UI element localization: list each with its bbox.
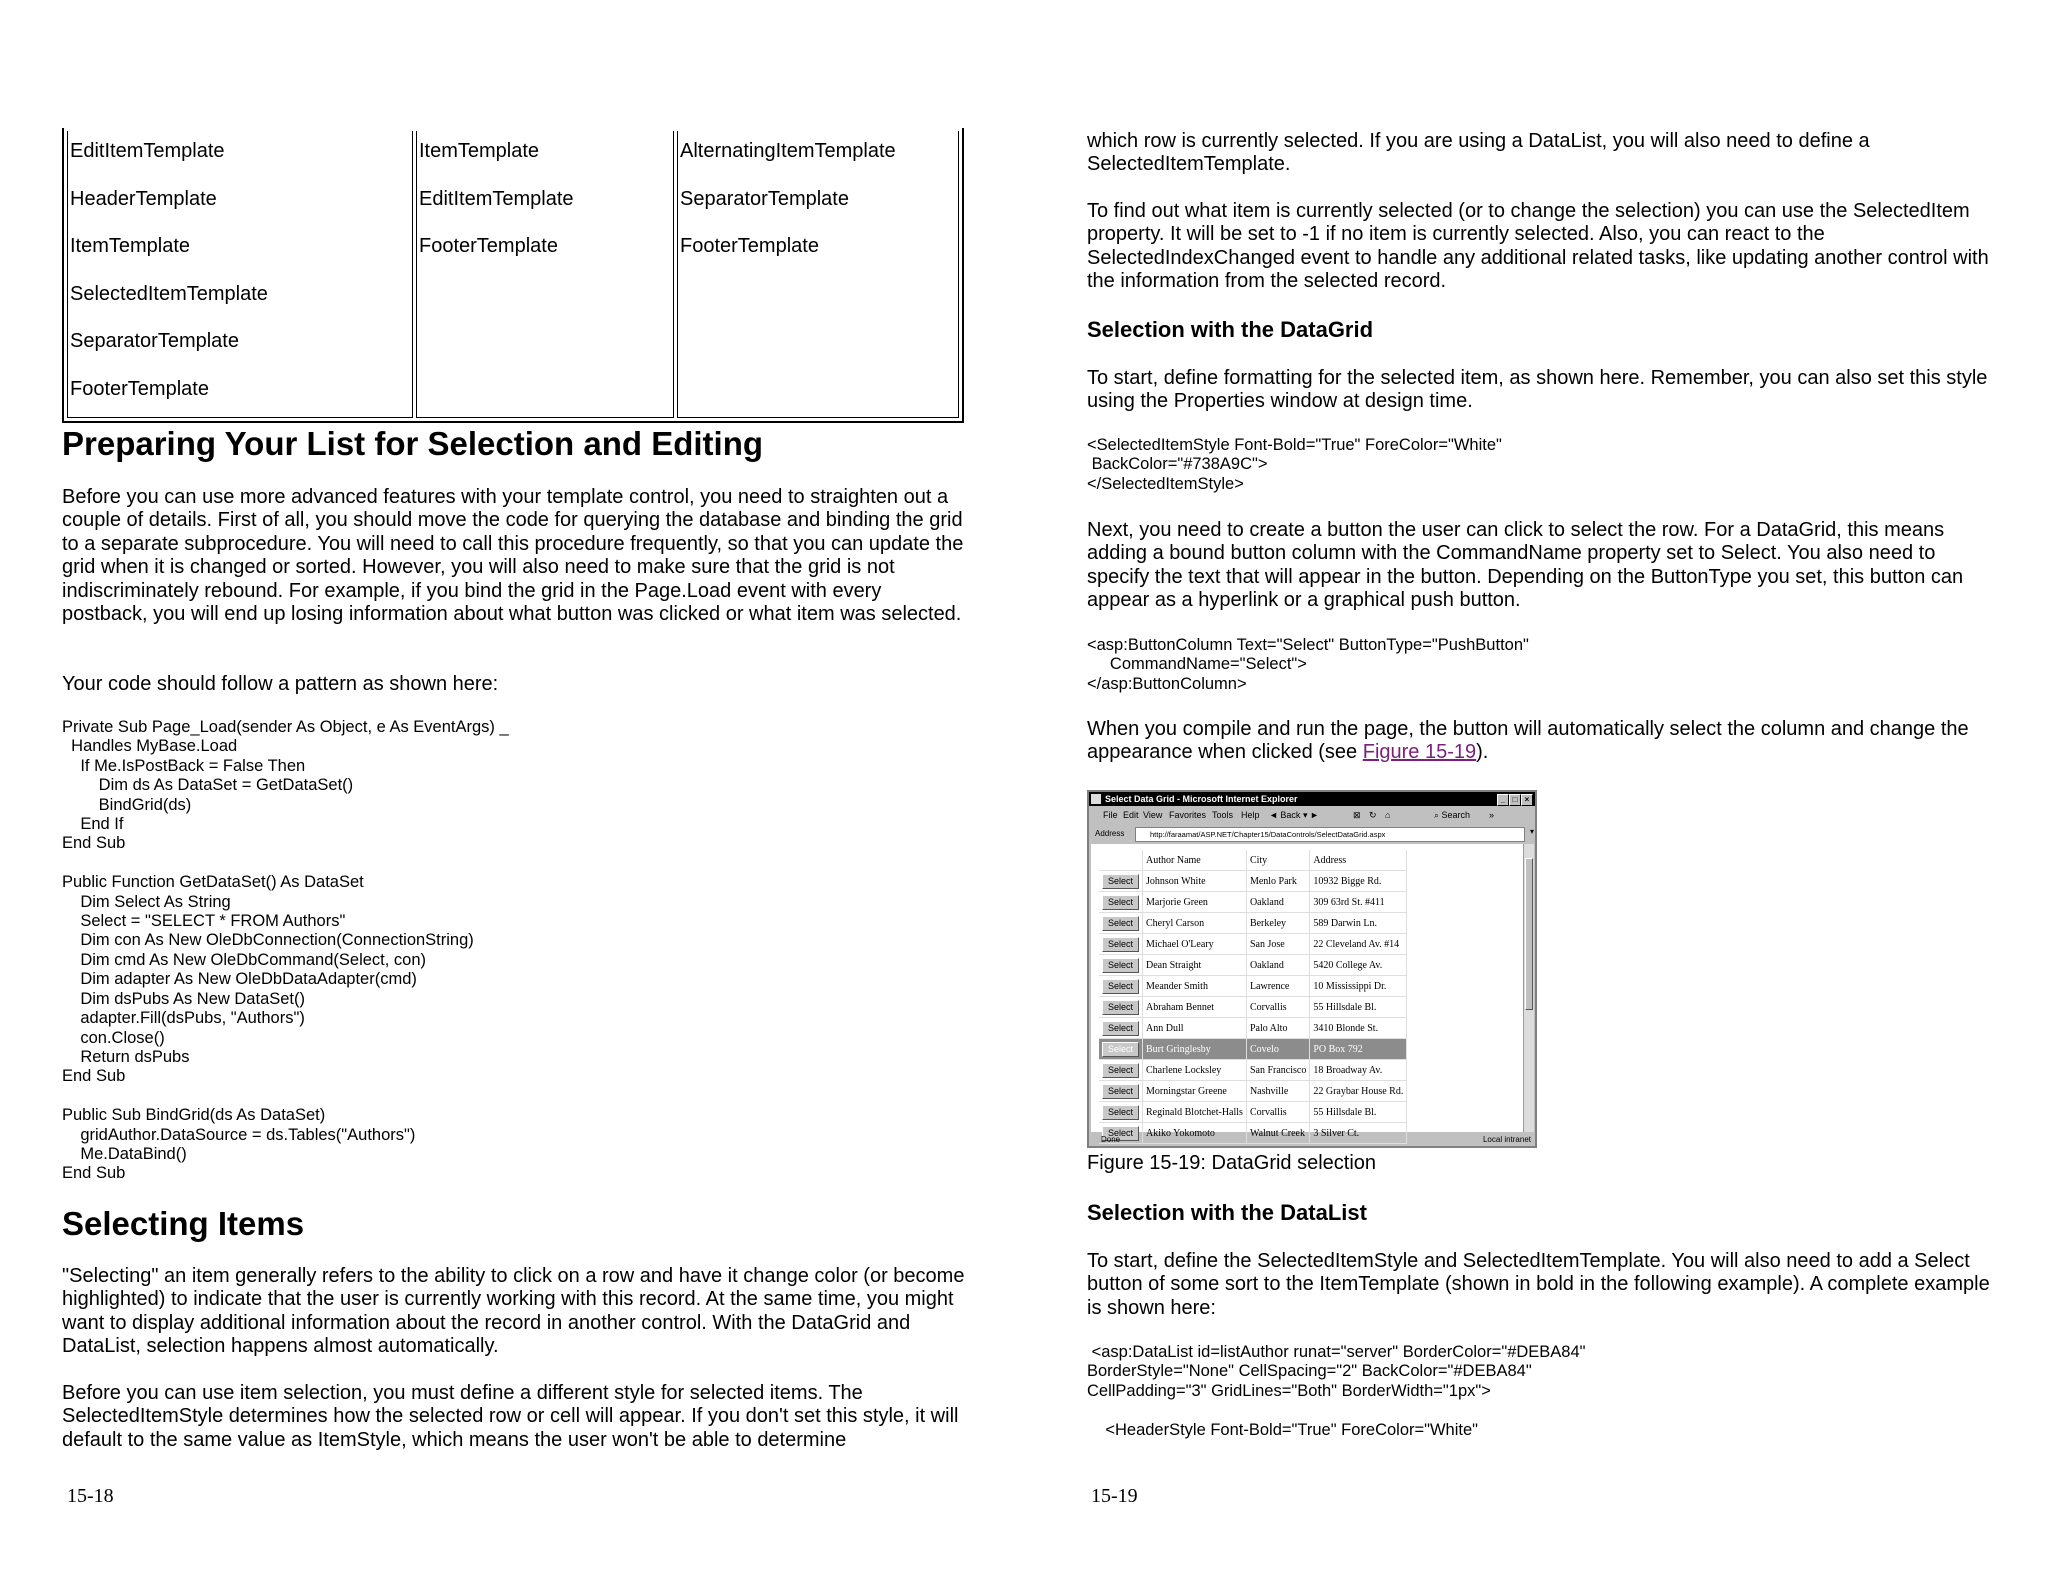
- table-row[interactable]: [1099, 1102, 1407, 1123]
- code-block-pattern: Private Sub Page_Load(sender As Object, e As EventArgs) _ Handles MyBase.Load If Me.IsPostBack = False Then Dim ds As DataSet = GetDataSet() BindGrid(ds) End If End Sub Public Function GetDataSet() As DataSet Dim Select As String Select = "SELECT * FROM Authors" Dim con As New OleDbConnection(ConnectionString) Dim cmd As New OleDbCommand(Select, con) Dim adapter As New OleDbDataAdapter(cmd) Dim dsPubs As New DataSet() adapter.Fill(dsPubs, "Authors") con.Close() Return dsPubs End Sub Public Sub BindGrid(ds As DataSet) gridAuthor.DataSource = ds.Tables("Authors") Me.DataBind() End Sub: [62, 718, 509, 1183]
- more-icon[interactable]: »: [1489, 810, 1495, 820]
- template-column-1: [67, 131, 413, 418]
- table-row[interactable]: [1099, 871, 1407, 892]
- stop-icon[interactable]: ⊠: [1353, 810, 1361, 820]
- grid-cell: Palo Alto: [1246, 1018, 1309, 1039]
- template-cell: FooterTemplate: [419, 235, 558, 258]
- browser-title: Select Data Grid - Microsoft Internet Explorer: [1105, 794, 1298, 804]
- scrollbar[interactable]: [1523, 844, 1534, 1132]
- grid-cell: Corvallis: [1246, 997, 1309, 1018]
- grid-button-cell: [1099, 934, 1143, 955]
- template-cell: SelectedItemTemplate: [70, 282, 268, 305]
- scroll-thumb[interactable]: [1525, 858, 1533, 1010]
- grid-cell: 3410 Blonde St.: [1310, 1018, 1407, 1039]
- template-cell: EditItemTemplate: [70, 140, 225, 162]
- table-row[interactable]: [1099, 934, 1407, 955]
- author-grid: [1099, 850, 1407, 1144]
- grid-cell: San Jose: [1246, 934, 1309, 955]
- grid-button-cell: [1099, 955, 1143, 976]
- select-button[interactable]: Select: [1102, 979, 1139, 994]
- grid-cell: PO Box 792: [1310, 1039, 1407, 1060]
- table-row[interactable]: [1099, 976, 1407, 997]
- template-cell: ItemTemplate: [419, 140, 540, 162]
- heading-datalist: Selection with the DataList: [1087, 1200, 1367, 1225]
- address-label: Address: [1095, 829, 1125, 838]
- search-button[interactable]: ⌕ Search: [1434, 810, 1471, 820]
- table-row[interactable]: [1099, 913, 1407, 934]
- code-block-style: <SelectedItemStyle Font-Bold="True" ForeColor="White" BackColor="#738A9C"> </SelectedItemStyle>: [1087, 436, 1502, 493]
- grid-cell: Nashville: [1246, 1081, 1309, 1102]
- grid-button-cell: [1099, 1102, 1143, 1123]
- page-number: 15-18: [67, 1485, 114, 1507]
- grid-cell: Oakland: [1246, 892, 1309, 913]
- figure-link[interactable]: Figure 15-19: [1362, 741, 1477, 764]
- paragraph-style: Before you can use item selection, you must define a different style for selected items. The SelectedItemStyle determines how the selected row or cell will appear. If you don't set this style, it will default to the same value as ItemStyle, which means the user won't be able to determine: [62, 1382, 959, 1451]
- grid-cell: Cheryl Carson: [1143, 913, 1247, 934]
- grid-cell: Abraham Bennet: [1143, 997, 1247, 1018]
- paragraph-compile-text: When you compile and run the page, the button will automatically select the column and change the appearance when clicked (see: [1087, 718, 1969, 764]
- figure-screenshot-browser-window: [1087, 790, 1537, 1148]
- grid-button-cell: [1099, 892, 1143, 913]
- table-row[interactable]: [1099, 892, 1407, 913]
- heading-datagrid: Selection with the DataGrid: [1087, 317, 1374, 342]
- paragraph-pattern: Your code should follow a pattern as shown here:: [62, 673, 499, 695]
- status-text: Done: [1101, 1135, 1121, 1144]
- grid-cell: Covelo: [1246, 1039, 1309, 1060]
- grid-cell: Ann Dull: [1143, 1018, 1247, 1039]
- menu-favorites[interactable]: Favorites: [1169, 810, 1207, 820]
- grid-header-row: [1099, 850, 1407, 871]
- paragraph-before: Before you can use more advanced features with your template control, you need to straighten out a couple of details. First of all, you should move the code for querying the database and binding the grid to a separate subprocedure. You will need to call this procedure frequently, so that you can update the grid when it is changed or sorted. However, you will also need to make sure that the grid is not indiscriminately rebound. For example, if you bind the grid in the Page.Load event with every postback, you will end up losing information about what button was clicked or what item was selected.: [62, 486, 964, 626]
- grid-cell: 589 Darwin Ln.: [1310, 913, 1407, 934]
- grid-cell: 5420 College Av.: [1310, 955, 1407, 976]
- template-cell: SeparatorTemplate: [680, 187, 849, 210]
- browser-title-bar: [1089, 792, 1535, 806]
- grid-header: Author Name: [1143, 850, 1247, 871]
- paragraph-start-grid: To start, define formatting for the selected item, as shown here. Remember, you can also set this style using the Properties window at design time.: [1087, 367, 1988, 413]
- grid-cell: Burt Gringlesby: [1143, 1039, 1247, 1060]
- grid-cell: 55 Hillsdale Bl.: [1310, 997, 1407, 1018]
- paragraph-next: Next, you need to create a button the user can click to select the row. For a DataGrid, this means adding a bound button column with the CommandName property set to Select. You also need to specify the text that will appear in the button. Depending on the ButtonType you set, this button can appear as a hyperlink or a graphical push button.: [1087, 519, 1964, 612]
- figure-caption: Figure 15-19: DataGrid selection: [1087, 1152, 1377, 1174]
- select-button[interactable]: Select: [1102, 895, 1139, 910]
- code-block-button: <asp:ButtonColumn Text="Select" ButtonType="PushButton" CommandName="Select"> </asp:ButtonColumn>: [1087, 636, 1529, 693]
- template-cell: EditItemTemplate: [419, 187, 574, 210]
- menu-edit[interactable]: Edit: [1123, 810, 1139, 820]
- heading-preparing: Preparing Your List for Selection and Editing: [62, 425, 764, 462]
- home-icon[interactable]: ⌂: [1385, 810, 1391, 820]
- template-column-2: [416, 131, 674, 418]
- select-button[interactable]: Select: [1102, 958, 1139, 973]
- grid-cell: 18 Broadway Av.: [1310, 1060, 1407, 1081]
- grid-cell: Meander Smith: [1143, 976, 1247, 997]
- menu-help[interactable]: Help: [1241, 810, 1260, 820]
- zone-label: Local intranet: [1482, 1135, 1531, 1144]
- menu-file[interactable]: File: [1103, 810, 1118, 820]
- grid-cell: Johnson White: [1143, 871, 1247, 892]
- search-label: Search: [1441, 810, 1471, 820]
- template-cell: AlternatingItemTemplate: [680, 140, 896, 162]
- browser-address-bar: [1089, 826, 1535, 842]
- address-input[interactable]: http://faraamat/ASP.NET/Chapter15/DataControls/SelectDataGrid.aspx: [1135, 827, 1525, 842]
- table-row[interactable]: [1099, 1039, 1407, 1060]
- grid-cell: Akiko Yokomoto: [1143, 1123, 1247, 1144]
- grid-cell: Berkeley: [1246, 913, 1309, 934]
- grid-cell: Walnut Creek: [1246, 1123, 1309, 1144]
- browser-status-bar: [1089, 1133, 1535, 1146]
- close-icon[interactable]: ×: [1521, 794, 1533, 806]
- paragraph-find: To find out what item is currently selected (or to change the selection) you can use the SelectedItem property. It will be set to -1 if no item is currently selected. Also, you can react to the SelectedIndexChanged event to handle any additional related tasks, like updating another control with the information from the selected record.: [1087, 200, 1989, 293]
- maximize-icon[interactable]: □: [1509, 794, 1521, 806]
- grid-cell: Charlene Locksley: [1143, 1060, 1247, 1081]
- grid-button-cell: [1099, 1081, 1143, 1102]
- paragraph-compile: [1087, 718, 1997, 765]
- paragraph-compile-end: ).: [1476, 741, 1489, 764]
- grid-button-cell: [1099, 1060, 1143, 1081]
- grid-cell: Lawrence: [1246, 976, 1309, 997]
- grid-cell: 10932 Bigge Rd.: [1310, 871, 1407, 892]
- grid-header-button-column: [1099, 850, 1143, 871]
- grid-button-cell: [1099, 913, 1143, 934]
- template-cell: HeaderTemplate: [70, 187, 217, 210]
- grid-body: [1099, 871, 1407, 1144]
- grid-cell: San Francisco: [1246, 1060, 1309, 1081]
- grid-button-cell: [1099, 871, 1143, 892]
- table-row[interactable]: [1099, 1081, 1407, 1102]
- paragraph-start-list: To start, define the SelectedItemStyle and SelectedItemTemplate. You will also need to add a Select button of some sort to the ItemTemplate (shown in bold in the following example). A complete example is shown here:: [1087, 1250, 1990, 1319]
- select-button[interactable]: Select: [1102, 1063, 1139, 1078]
- grid-button-cell: [1099, 1018, 1143, 1039]
- table-row[interactable]: [1099, 997, 1407, 1018]
- grid-cell: Morningstar Greene: [1143, 1081, 1247, 1102]
- menu-tools[interactable]: Tools: [1212, 810, 1234, 820]
- chevron-down-icon[interactable]: ▾: [1529, 827, 1534, 836]
- grid-cell: 10 Mississippi Dr.: [1310, 976, 1407, 997]
- paragraph-continued: which row is currently selected. If you are using a DataList, you will also need to define a SelectedItemTemplate.: [1087, 130, 1870, 176]
- grid-cell: 309 63rd St. #411: [1310, 892, 1407, 913]
- browser-menubar: [1089, 807, 1535, 825]
- grid-cell: Michael O'Leary: [1143, 934, 1247, 955]
- grid-cell: Dean Straight: [1143, 955, 1247, 976]
- table-row[interactable]: [1099, 1060, 1407, 1081]
- grid-cell: Corvallis: [1246, 1102, 1309, 1123]
- back-button[interactable]: ◄ Back ▾ ►: [1269, 810, 1319, 820]
- grid-cell: Oakland: [1246, 955, 1309, 976]
- table-row[interactable]: [1099, 955, 1407, 976]
- grid-button-cell: [1099, 997, 1143, 1018]
- page-number: 15-19: [1091, 1485, 1138, 1507]
- select-button[interactable]: Select: [1102, 1084, 1139, 1099]
- ie-logo-icon: [1091, 794, 1101, 804]
- select-button[interactable]: Select: [1102, 1126, 1139, 1141]
- grid-cell: Marjorie Green: [1143, 892, 1247, 913]
- grid-button-cell: [1099, 1039, 1143, 1060]
- back-label: Back: [1280, 810, 1301, 820]
- template-cell: FooterTemplate: [680, 235, 819, 258]
- minimize-icon[interactable]: _: [1497, 794, 1509, 806]
- template-table: [62, 128, 964, 423]
- browser-content: [1091, 844, 1523, 1139]
- select-button[interactable]: Select: [1102, 1105, 1139, 1120]
- grid-header: City: [1246, 850, 1309, 871]
- select-button[interactable]: Select: [1102, 937, 1139, 952]
- template-cell: SeparatorTemplate: [70, 330, 239, 353]
- code-block-datalist: <asp:DataList id=listAuthor runat="server" BorderColor="#DEBA84" BorderStyle="None" CellSpacing="2" BackColor="#DEBA84" CellPadding="3" GridLines="Both" BorderWidth="1px"> <HeaderStyle Font-Bold="True" ForeColor="White": [1087, 1343, 1586, 1439]
- grid-cell: Menlo Park: [1246, 871, 1309, 892]
- template-column-3: [677, 131, 959, 418]
- heading-selecting: Selecting Items: [62, 1205, 305, 1242]
- grid-cell: 22 Cleveland Av. #14: [1310, 934, 1407, 955]
- template-cell: FooterTemplate: [70, 377, 209, 400]
- grid-header: Address: [1310, 850, 1407, 871]
- grid-cell: 55 Hillsdale Bl.: [1310, 1102, 1407, 1123]
- template-cell: ItemTemplate: [70, 235, 191, 258]
- select-button[interactable]: Select: [1102, 1021, 1139, 1036]
- grid-button-cell: [1099, 976, 1143, 997]
- grid-cell: 3 Silver Ct.: [1310, 1123, 1407, 1144]
- select-button[interactable]: Select: [1102, 1042, 1139, 1057]
- menu-view[interactable]: View: [1143, 810, 1163, 820]
- select-button[interactable]: Select: [1102, 874, 1139, 889]
- table-row[interactable]: [1099, 1018, 1407, 1039]
- select-button[interactable]: Select: [1102, 916, 1139, 931]
- grid-cell: Reginald Blotchet-Halls: [1143, 1102, 1247, 1123]
- grid-cell: 22 Graybar House Rd.: [1310, 1081, 1407, 1102]
- select-button[interactable]: Select: [1102, 1000, 1139, 1015]
- paragraph-selecting: "Selecting" an item generally refers to the ability to click on a row and have it change color (or become highlighted) to indicate that the user is currently working with this record. At the same time, you might want to display additional information about the record in another control. With the DataGrid and DataList, selection happens almost automatically.: [62, 1265, 965, 1358]
- refresh-icon[interactable]: ↻: [1369, 810, 1377, 820]
